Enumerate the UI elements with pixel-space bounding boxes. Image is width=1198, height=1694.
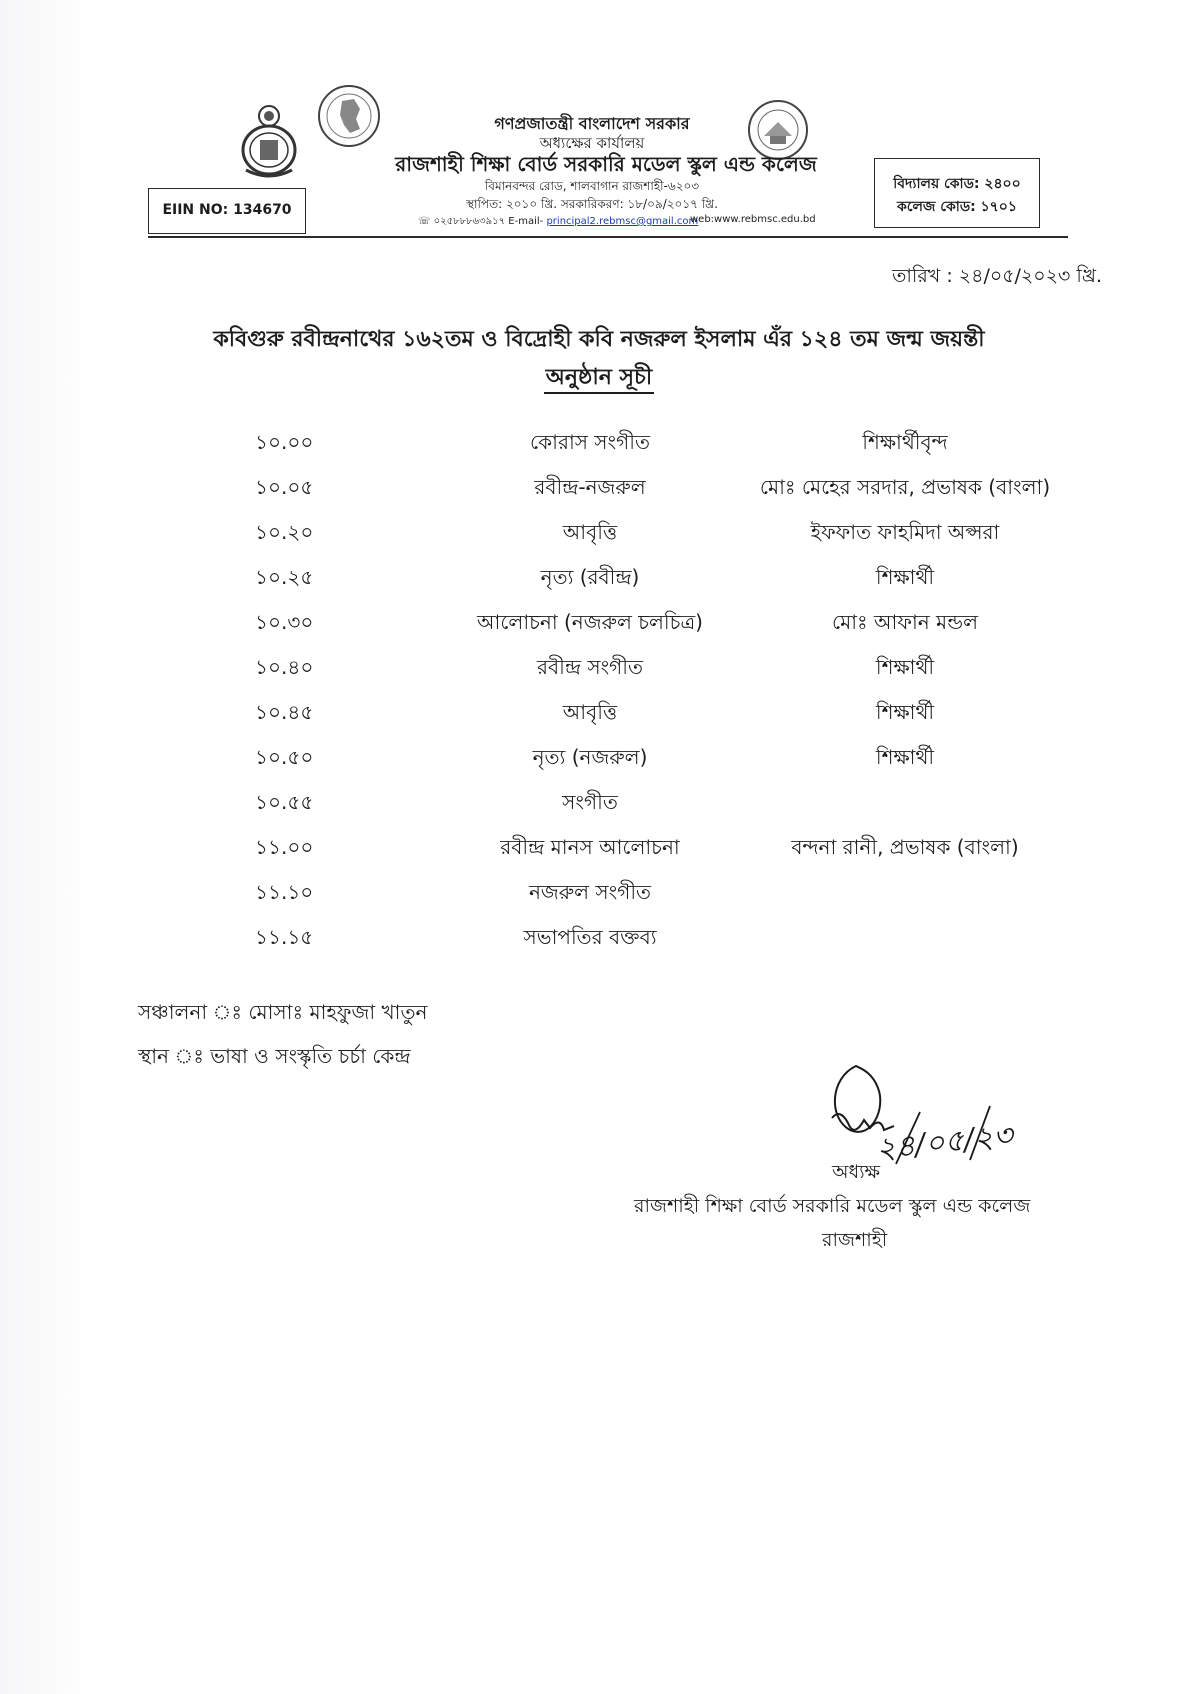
row-performer: বন্দনা রানী, প্রভাষক (বাংলা) <box>791 835 1019 859</box>
row-time: ১০.৪০ <box>255 655 314 679</box>
schedule-row <box>0 518 1198 558</box>
row-item: নজরুল সংগীত <box>528 880 652 904</box>
row-performer: শিক্ষার্থী <box>875 700 935 724</box>
row-time: ১১.১৫ <box>255 925 314 949</box>
row-item: আলোচনা (নজরুল চলচিত্র) <box>477 610 703 634</box>
row-item: রবীন্দ্র মানস আলোচনা <box>500 835 680 859</box>
host-line: সঞ্চালনা ঃ মোসাঃ মাহফুজা খাতুন <box>138 1000 428 1024</box>
row-time: ১০.২০ <box>255 520 314 544</box>
row-item: রবীন্দ্র সংগীত <box>536 655 644 679</box>
contact-line <box>418 214 698 231</box>
row-time: ১০.৩০ <box>255 610 314 634</box>
row-item: কোরাস সংগীত <box>530 430 650 454</box>
program-heading <box>0 360 1198 397</box>
row-item: নৃত্য (নজরুল) <box>532 745 648 769</box>
row-item: আবৃত্তি <box>562 700 618 724</box>
document-date: তারিখ : ২৪/০৫/২০২৩ খ্রি. <box>892 265 1102 287</box>
government-name: গণপ্রজাতন্ত্রী বাংলাদেশ সরকার <box>494 114 690 133</box>
codes-box <box>874 158 1040 228</box>
schedule-row <box>0 923 1198 963</box>
eiin-box <box>148 188 306 234</box>
schedule-row <box>0 878 1198 918</box>
row-time: ১০.০৫ <box>255 475 314 499</box>
mujib-emblem-icon <box>236 100 302 182</box>
signatory-city: রাজশাহী <box>822 1229 888 1251</box>
row-time: ১০.৫০ <box>255 745 314 769</box>
schedule-row <box>0 833 1198 873</box>
venue-line: স্থান ঃ ভাষা ও সংস্কৃতি চর্চা কেন্দ্র <box>138 1044 411 1068</box>
school-code: বিদ্যালয় কোড: ২৪০০ <box>893 176 1021 192</box>
row-time: ১০.৫৫ <box>255 790 314 814</box>
row-time: ১১.০০ <box>255 835 314 859</box>
schedule-row <box>0 698 1198 738</box>
institution-name: রাজশাহী শিক্ষা বোর্ড সরকারি মডেল স্কুল এন্ড কলেজ <box>395 152 817 176</box>
schedule-row <box>0 473 1198 513</box>
row-item: সভাপতির বক্তব্য <box>523 925 657 949</box>
event-title: কবিগুরু রবীন্দ্রনাথের ১৬২তম ও বিদ্রোহী কবি নজরুল ইসলাম এঁর ১২৪ তম জন্ম জয়ন্তী <box>213 327 985 352</box>
row-item: সংগীত <box>562 790 618 814</box>
row-performer: মোঃ মেহের সরদার, প্রভাষক (বাংলা) <box>759 475 1051 499</box>
website-link[interactable]: web:www.rebmsc.edu.bd <box>690 214 816 225</box>
establishment-dates: স্থাপিত: ২০১০ খ্রি. সরকারিকরণ: ১৮/০৯/২০১৭ খ্রি. <box>466 197 718 211</box>
signature-date: ২৪/০৫/২৩ <box>874 1117 1015 1168</box>
row-time: ১১.১০ <box>255 880 314 904</box>
schedule-row <box>0 428 1198 468</box>
row-performer: ইফফাত ফাহমিদা অপ্সরা <box>810 520 1000 544</box>
row-performer: শিক্ষার্থী <box>875 745 935 769</box>
signatory-institution: রাজশাহী শিক্ষা বোর্ড সরকারি মডেল স্কুল এন্ড কলেজ <box>634 1195 1031 1217</box>
college-code: কলেজ কোড: ১৭০১ <box>897 199 1017 215</box>
office-name: অধ্যক্ষের কার্যালয় <box>539 134 645 152</box>
contact-phone: ☏ ০২৫৮৮৮৬৩৯১৭ E-mail- <box>418 216 547 227</box>
schedule-row <box>0 653 1198 693</box>
signatory-designation: অধ্যক্ষ <box>832 1161 881 1183</box>
schedule-row <box>0 788 1198 828</box>
schedule-row <box>0 608 1198 648</box>
row-item: রবীন্দ্র-নজরুল <box>534 475 646 499</box>
row-time: ১০.০০ <box>255 430 314 454</box>
row-performer: শিক্ষার্থীবৃন্দ <box>862 430 948 454</box>
institution-address: বিমানবন্দর রোড, শালবাগান রাজশাহী-৬২০৩ <box>484 179 700 193</box>
row-performer: শিক্ষার্থী <box>875 655 935 679</box>
schedule-row <box>0 563 1198 603</box>
header-divider <box>148 236 1068 238</box>
row-performer: শিক্ষার্থী <box>875 565 935 589</box>
schedule-row <box>0 743 1198 783</box>
row-item: নৃত্য (রবীন্দ্র) <box>540 565 640 589</box>
bangladesh-map-seal-icon <box>316 83 382 149</box>
row-time: ১০.৪৫ <box>255 700 314 724</box>
contact-email-link[interactable]: principal2.rebmsc@gmail.com <box>546 216 699 227</box>
eiin-number: EIIN NO: 134670 <box>162 202 292 218</box>
row-time: ১০.২৫ <box>255 565 314 589</box>
row-performer: মোঃ আফান মন্ডল <box>831 610 979 634</box>
row-item: আবৃত্তি <box>562 520 618 544</box>
program-heading-text: অনুষ্ঠান সূচী <box>544 365 654 394</box>
